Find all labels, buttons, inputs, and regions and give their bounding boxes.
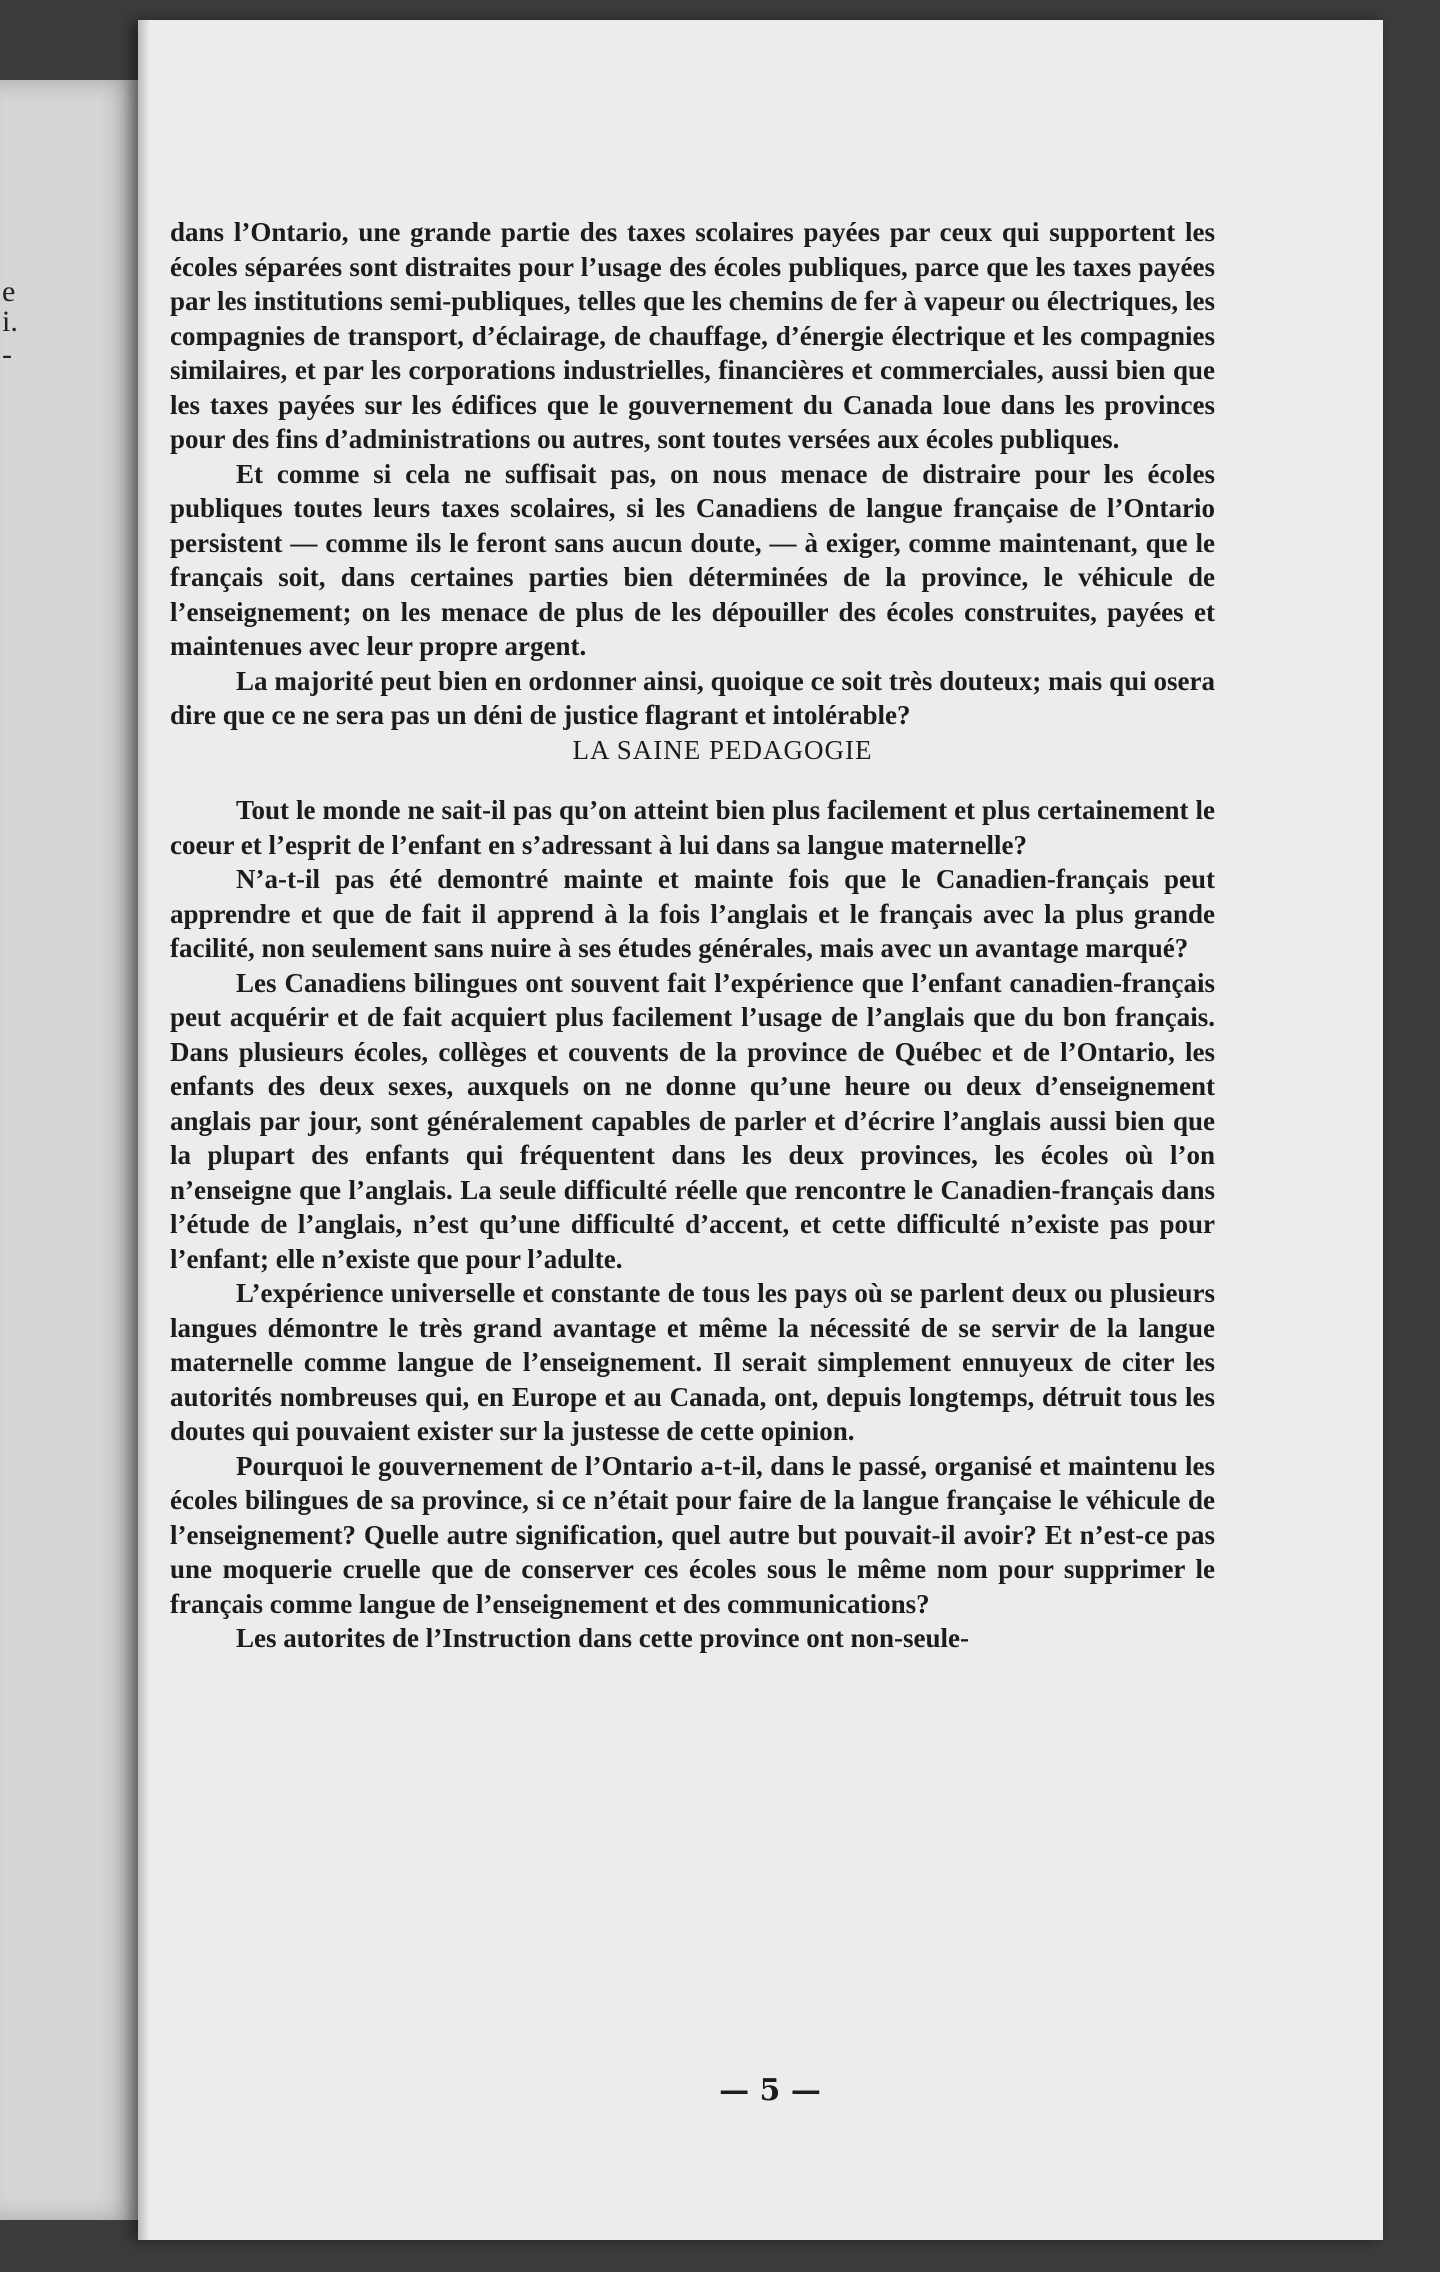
paragraph: L’expérience universelle et constante de tous les pays où se parlent deux ou plusieurs langues démontre le très grand avantage et même la nécessité de se servir de la langue maternelle comme langue de l’enseignement. Il serait simplement ennuyeux de citer les autorités nombreuses qui, en Europe et au Canada, ont, depuis longtemps, détruit tous les doutes qui pouvaient exister sur la justesse de cette opinion. bbox=[170, 1278, 1215, 1446]
paragraph: dans l’Ontario, une grande partie des taxes scolaires payées par ceux qui supportent les écoles séparées sont distraites pour l’usage des écoles publiques, parce que les taxes payées par les institutions semi-publiques, telles que les chemins de fer à vapeur ou électriques, les compagnies de transport, d’éclairage, de chauffage, d’énergie électrique et les compagnies similaires, et par les corporations industrielles, financières et commerciales, aussi bien que les taxes payées sur les édifices que le gouvernement du Canada loue dans les provinces pour des fins d’administrations ou autres, sont toutes versées aux écoles publiques. bbox=[170, 217, 1215, 454]
paragraph: N’a-t-il pas été demontré mainte et mainte fois que le Canadien-français peut apprendre et que de fait il apprend à la fois l’anglais et le français avec la plus grande facilité, non seulement sans nuire à ses études générales, mais avec un avantage marqué? bbox=[170, 864, 1215, 963]
page-number: — 5 — bbox=[719, 2073, 821, 2108]
page-body bbox=[170, 215, 1215, 1656]
page-corner-mark bbox=[1351, 50, 1377, 132]
facing-page-fragment: - bbox=[2, 338, 12, 371]
section-heading: LA SAINE PEDAGOGIE bbox=[572, 734, 873, 765]
paragraph: Les Canadiens bilingues ont souvent fait l’expérience que l’enfant canadien-français peut acquérir et de fait acquiert plus facilement l’usage de l’anglais que du bon français. Dans plusieurs écoles, collèges et couvents de la province de Québec et de l’Ontario, les enfants des deux sexes, auxquels on ne donne qu’une heure ou deux d’enseignement anglais par jour, sont généralement capables de parler et d’écrire l’anglais aussi bien que la plupart des enfants qui fréquentent dans les deux provinces, les écoles où l’on n’enseigne que l’anglais. La seule difficulté réelle que rencontre le Canadien-français dans l’étude de l’anglais, n’est qu’une difficulté d’accent, et cette difficulté n’existe pas pour l’enfant; elle n’existe que pour l’adulte. bbox=[170, 967, 1215, 1274]
facing-page-fragment: i. bbox=[2, 305, 18, 338]
paragraph: Pourquoi le gouvernement de l’Ontario a-t-il, dans le passé, organisé et maintenu les écoles bilingues de sa province, si ce n’était pour faire de la langue française le véhicule de l’enseignement? Quelle autre signification, quel autre but pouvait-il avoir? Et n’est-ce pas une moquerie cruelle que de conserver ces écoles sous le même nom pour supprimer le français comme langue de l’enseignement et des communications? bbox=[170, 1450, 1215, 1619]
paragraph: Les autorites de l’Instruction dans cette province ont non-seule- bbox=[236, 1623, 969, 1653]
facing-page-edge bbox=[0, 80, 140, 2220]
facing-page-fragment: e bbox=[2, 275, 16, 308]
paragraph: La majorité peut bien en ordonner ainsi, quoique ce soit très douteux; mais qui osera dire que ce ne sera pas un déni de justice flagrant et intolérable? bbox=[170, 665, 1215, 730]
paragraph: Et comme si cela ne suffisait pas, on nous menace de distraire pour les écoles publiques toutes leurs taxes scolaires, si les Canadiens de langue française de l’Ontario persistent — comme ils le feront sans aucun doute, — à exiger, comme maintenant, que le français soit, dans certaines parties bien déterminées de la province, le véhicule de l’enseignement; on les menace de plus de les dépouiller des écoles construites, payées et maintenues avec leur propre argent. bbox=[170, 458, 1215, 661]
paragraph: Tout le monde ne sait-il pas qu’on atteint bien plus facilement et plus certainement le coeur et l’esprit de l’enfant en s’adressant à lui dans sa langue maternelle? bbox=[170, 795, 1215, 860]
